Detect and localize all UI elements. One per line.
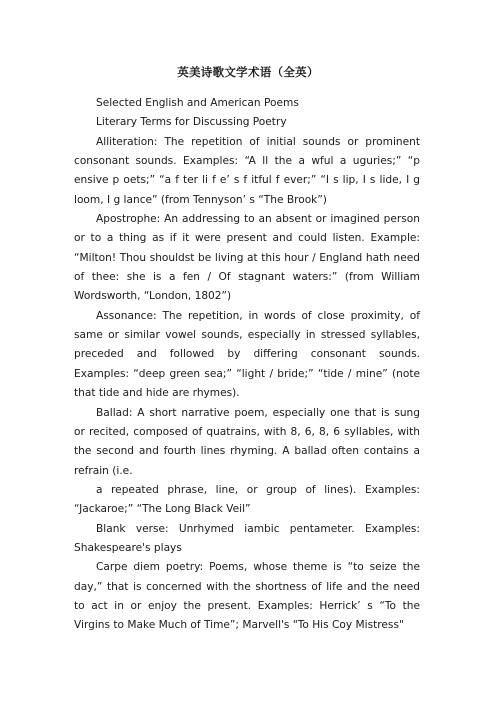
paragraph-blank-verse: Blank verse: Unrhymed iambic pentameter. Examples: Shakespeare's plays	[74, 522, 420, 554]
paragraph-ballad: Ballad: A short narrative poem, especially one that is sung or recited, composed of quatrains, with 8, 6, 8, 6 syllables, with the second and fourth lines rhyming. A ballad often contains a refrain (i.e.	[74, 406, 420, 477]
paragraph-apostrophe: Apostrophe: An addressing to an absent or imagined person or to a thing as if it were present and could listen. Example: “Milton! Thou shouldst be living at this hour / England hath need of thee: she is a fen / Of stagnant waters:” (from William Wordsworth, “London, 1802”)	[74, 213, 420, 303]
paragraph-section-heading: Literary Terms for Discussing Poetry	[96, 116, 287, 129]
paragraph-ballad-continued: a repeated phrase, line, or group of lines). Examples: “Jackaroe;” “The Long Black Veil”	[74, 483, 420, 516]
document-title: 英美诗歌文学术语（全英）	[177, 65, 319, 79]
document-body	[74, 94, 420, 636]
paragraph-assonance: Assonance: The repetition, in words of close proximity, of same or similar vowel sounds, especially in stressed syllables, preceded and followed by differing consonant sounds. Examples: “deep green sea;” “light / bride;” “tide / mine” (note that tide and hide are rhymes).	[74, 309, 420, 400]
paragraph-alliteration: Alliteration: The repetition of initial sounds or prominent consonant sounds. Examples: “A ll the a wful a uguries;” “p ensive p oets;” “a f ter li f e’ s f itful f ever;” “I s lip, I s lide, I g loom, I g lance” (from Tennyson’ s “The Brook”)	[74, 135, 420, 206]
paragraph-collection-title: Selected English and American Poems	[96, 97, 299, 109]
paragraph-carpe-diem: Carpe diem poetry: Poems, whose theme is “to seize the day,” that is concerned with the shortness of life and the need to act in or enjoy the present. Examples: Herrick’ s “To the Virgins to Make Much of Time”; Marvell's "To His Coy Mistress"	[74, 561, 420, 632]
